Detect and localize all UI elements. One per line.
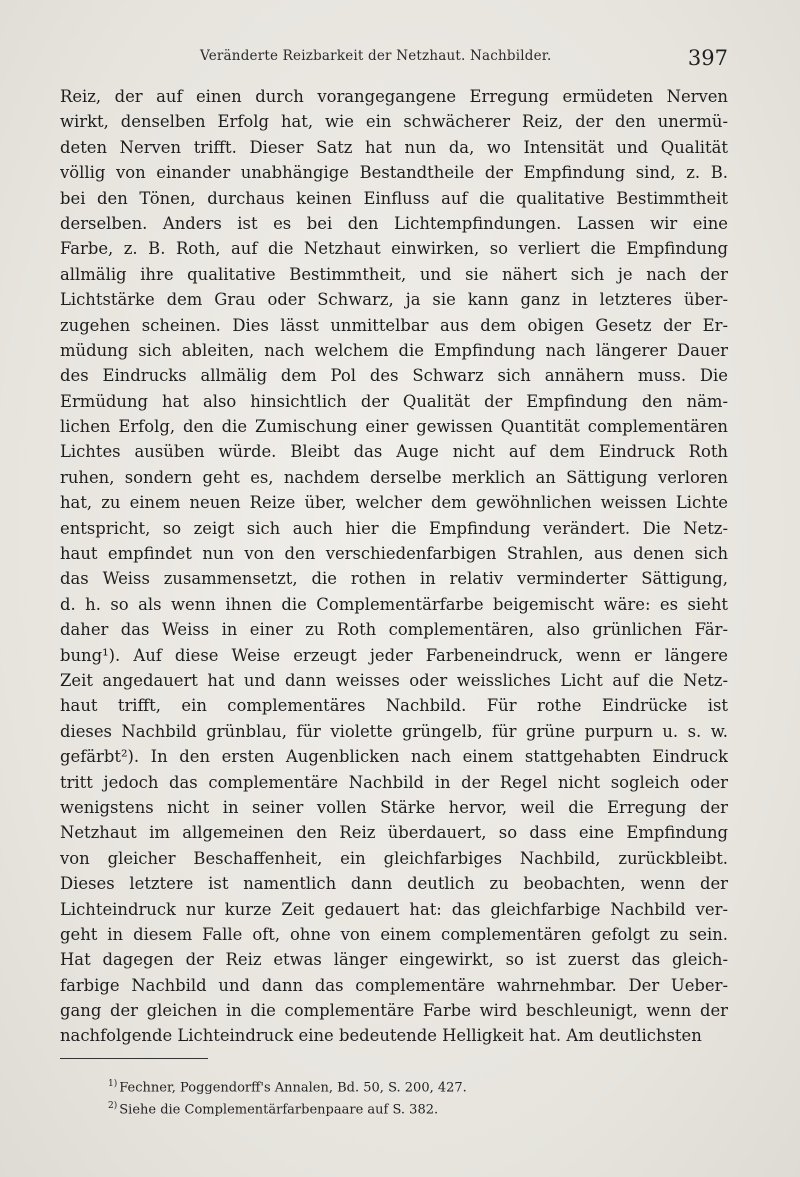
text-line: d. h. so als wenn ihnen die Complementärfarbe beigemischt wäre: es sieht: [60, 594, 728, 614]
text-line: Lichtes ausüben würde. Bleibt das Auge nicht auf dem Eindruck Roth: [60, 442, 728, 462]
text-line: Dieses letztere ist namentlich dann deutlich zu beobachten, wenn der: [60, 874, 728, 894]
text-line: daher das Weiss in einer zu Roth complementären, also grünlichen Fär-: [60, 620, 728, 640]
footnote-text: Siehe die Complementärfarbenpaare auf S. 382.: [119, 1102, 439, 1118]
footnote-rule: [60, 1058, 208, 1059]
text-line: bei den Tönen, durchaus keinen Einfluss auf die qualitative Bestimmtheit: [60, 188, 728, 208]
text-line: farbige Nachbild und dann das complementäre wahrnehmbar. Der Ueber-: [60, 975, 728, 995]
text-line: deten Nerven trifft. Dieser Satz hat nun da, wo Intensität und Qualität: [60, 137, 728, 157]
text-line: ruhen, sondern geht es, nachdem derselbe merklich an Sättigung verloren: [60, 467, 728, 487]
text-line: Hat dagegen der Reiz etwas länger eingewirkt, so ist zuerst das gleich-: [60, 950, 728, 970]
text-line: des Eindrucks allmälig dem Pol des Schwarz sich annähern muss. Die: [60, 366, 728, 386]
text-line: Lichtstärke dem Grau oder Schwarz, ja sie kann ganz in letzteres über-: [60, 290, 728, 310]
footnotes: [108, 1073, 728, 1117]
text-line: Lichteindruck nur kurze Zeit gedauert hat: das gleichfarbige Nachbild ver-: [60, 899, 728, 919]
footnote-text: Fechner, Poggendorff's Annalen, Bd. 50, S. 200, 427.: [119, 1080, 467, 1096]
text-line: bung¹). Auf diese Weise erzeugt jeder Farbeneindruck, wenn er längere: [60, 645, 728, 665]
text-line: zugehen scheinen. Dies lässt unmittelbar aus dem obigen Gesetz der Er-: [60, 315, 728, 335]
page-number: 397: [687, 46, 728, 70]
text-line: wirkt, denselben Erfolg hat, wie ein schwächerer Reiz, der den unermü-: [60, 112, 728, 132]
text-line: derselben. Anders ist es bei den Lichtempfindungen. Lassen wir eine: [60, 213, 728, 233]
running-head: Veränderte Reizbarkeit der Netzhaut. Nachbilder.: [200, 48, 552, 64]
text-line: Zeit angedauert hat und dann weisses oder weissliches Licht auf die Netz-: [60, 670, 728, 690]
text-line: das Weiss zusammensetzt, die rothen in relativ verminderter Sättigung,: [60, 569, 728, 589]
footnote-mark: 2): [108, 1101, 118, 1111]
text-line: tritt jedoch das complementäre Nachbild in der Regel nicht sogleich oder: [60, 772, 728, 792]
text-line: nachfolgende Lichteindruck eine bedeutende Helligkeit hat. Am deutlichsten: [60, 1026, 702, 1046]
text-line: geht in diesem Falle oft, ohne von einem complementären gefolgt zu sein.: [60, 924, 728, 944]
text-line: Farbe, z. B. Roth, auf die Netzhaut einwirken, so verliert die Empfindung: [60, 239, 728, 259]
text-line: Ermüdung hat also hinsichtlich der Qualität der Empfindung den näm-: [60, 391, 728, 411]
text-line: Netzhaut im allgemeinen den Reiz überdauert, so dass eine Empfindung: [60, 823, 728, 843]
footnote: [108, 1073, 728, 1095]
text-line: wenigstens nicht in seiner vollen Stärke hervor, weil die Erregung der: [60, 797, 728, 817]
text-line: entspricht, so zeigt sich auch hier die Empfindung verändert. Die Netz-: [60, 518, 728, 538]
text-line: haut trifft, ein complementäres Nachbild. Für rothe Eindrücke ist: [60, 696, 728, 716]
footnote: [108, 1095, 728, 1117]
text-line: gang der gleichen in die complementäre Farbe wird beschleunigt, wenn der: [60, 1001, 728, 1021]
text-line: gefärbt²). In den ersten Augenblicken nach einem stattgehabten Eindruck: [60, 747, 728, 767]
text-line: hat, zu einem neuen Reize über, welcher dem gewöhnlichen weissen Lichte: [60, 493, 728, 513]
text-line: lichen Erfolg, den die Zumischung einer gewissen Quantität complementären: [60, 417, 728, 437]
text-line: Reiz, der auf einen durch vorangegangene Erregung ermüdeten Nerven: [60, 87, 728, 106]
text-line: haut empfindet nun von den verschiedenfarbigen Strahlen, aus denen sich: [60, 544, 728, 564]
text-line: dieses Nachbild grünblau, für violette grüngelb, für grüne purpurn u. s. w.: [60, 721, 728, 741]
text-line: allmälig ihre qualitative Bestimmtheit, und sie nähert sich je nach der: [60, 264, 728, 284]
footnote-mark: 1): [108, 1079, 118, 1089]
page-header: [60, 46, 728, 76]
text-line: müdung sich ableiten, nach welchem die Empfindung nach längerer Dauer: [60, 340, 728, 360]
text-line: völlig von einander unabhängige Bestandtheile der Empfindung sind, z. B.: [60, 163, 728, 183]
text-line: von gleicher Beschaffenheit, ein gleichfarbiges Nachbild, zurückbleibt.: [60, 848, 728, 868]
body-text: [60, 84, 728, 1049]
